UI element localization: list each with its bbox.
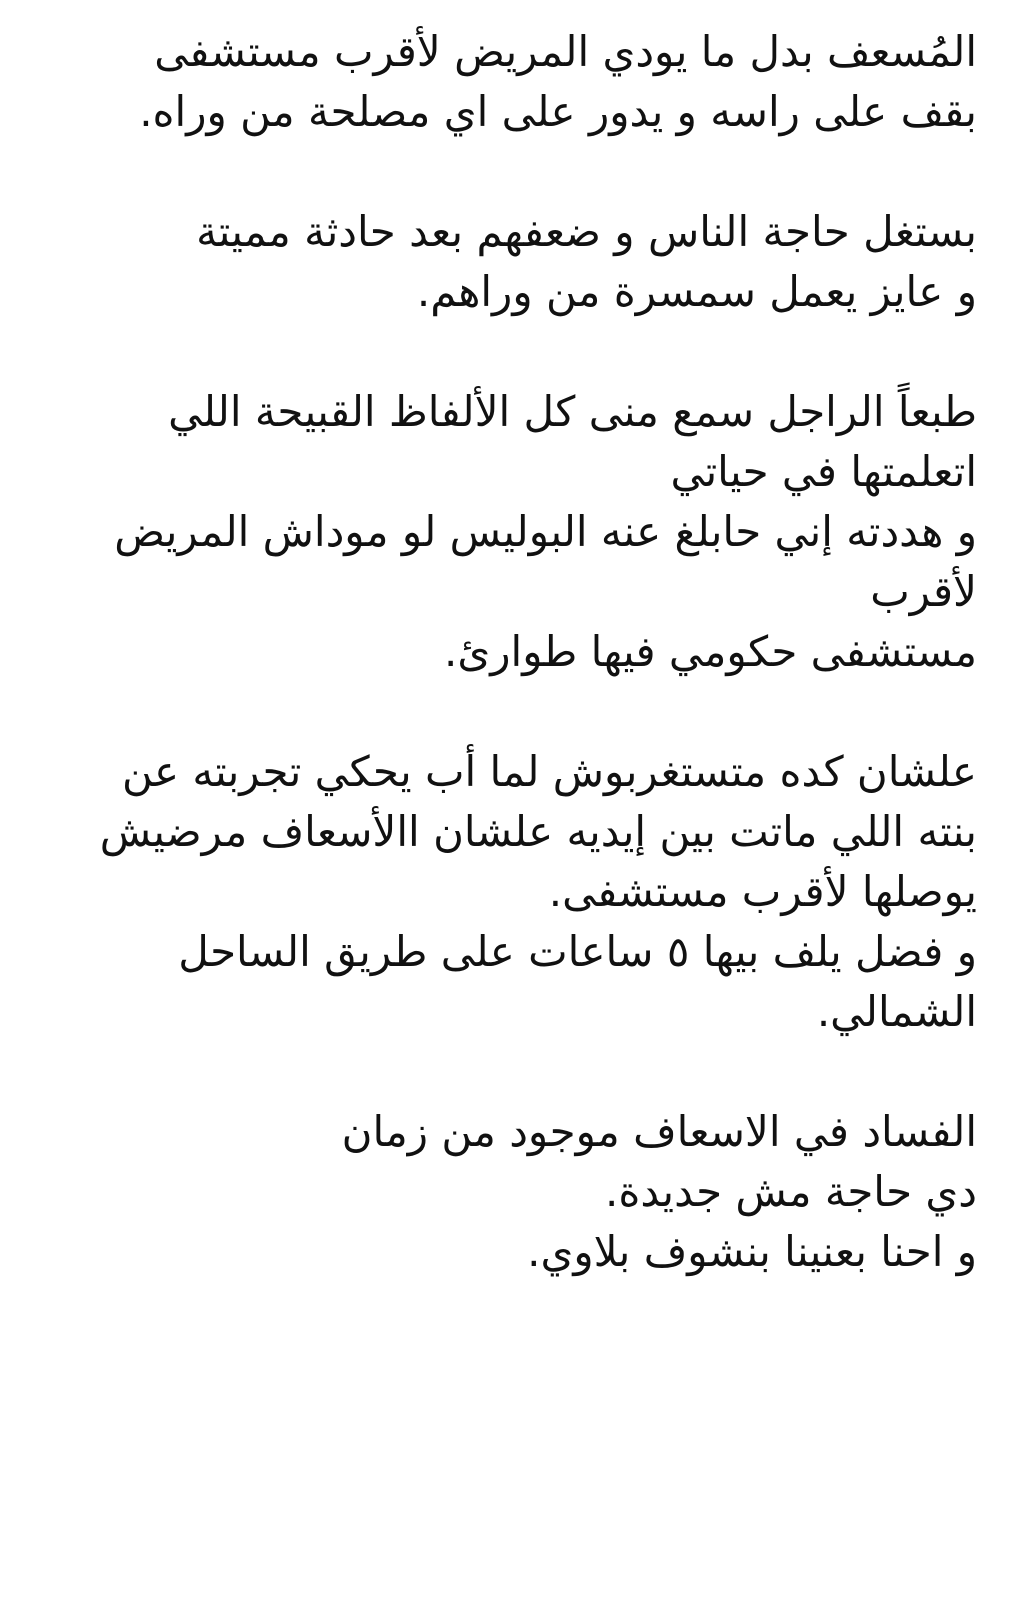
text-line: و فضل يلف بيها ٥ ساعات على طريق الساحل — [178, 927, 977, 976]
paragraph-gap — [40, 682, 977, 742]
text-line: يوصلها لأقرب مستشفى. — [548, 867, 977, 916]
text-line: و عايز يعمل سمسرة من وراهم. — [416, 267, 977, 316]
text-line: طبعاً الراجل سمع منى كل الألفاظ القبيحة اللي — [168, 387, 977, 436]
text-line: المُسعف بدل ما يودي المريض لأقرب مستشفى — [154, 27, 977, 76]
text-line: بقف على راسه و يدور على اي مصلحة من وراه. — [139, 87, 977, 136]
text-line: بستغل حاجة الناس و ضعفهم بعد حادثة مميتة — [196, 207, 977, 256]
text-line: بنته اللي ماتت بين إيديه علشان االأسعاف مرضيش — [99, 807, 977, 856]
text-line: و هددته إني حابلغ عنه البوليس لو موداش المريض — [114, 507, 977, 556]
paragraph-gap — [40, 1042, 977, 1102]
text-line: الفساد في الاسعاف موجود من زمان — [341, 1107, 977, 1156]
text-line: مستشفى حكومي فيها طوارئ. — [444, 627, 977, 676]
text-line: دي حاجة مش جديدة. — [604, 1167, 977, 1216]
text-line: علشان كده متستغربوش لما أب يحكي تجربته عن — [122, 747, 977, 796]
paragraph-gap — [40, 142, 977, 202]
text-line: لأقرب — [870, 567, 977, 616]
text-line: الشمالي. — [816, 987, 977, 1036]
paragraph-gap — [40, 322, 977, 382]
text-line: اتعلمتها في حياتي — [670, 447, 977, 496]
text-line: و احنا بعنينا بنشوف بلاوي. — [527, 1227, 977, 1276]
